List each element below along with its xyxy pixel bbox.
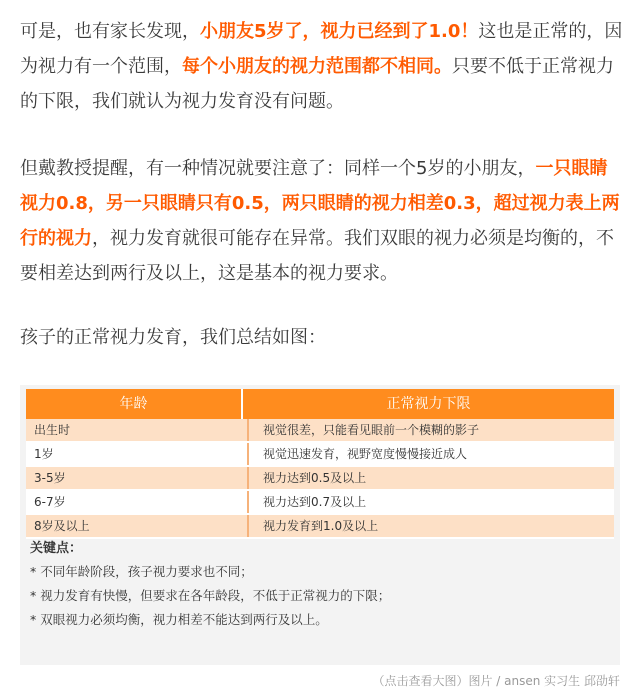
paragraph-2 [20, 151, 624, 291]
row-limit: 视觉迅速发育，视野宽度慢慢接近成人 [263, 447, 468, 461]
key-points [30, 538, 390, 632]
row-limit: 视力发育到1.0及以上 [263, 519, 379, 533]
vision-table [26, 389, 614, 539]
table-row [26, 419, 614, 443]
paragraph-3: 孩子的正常视力发育，我们总结如图： [20, 327, 326, 348]
p2-highlight: 一只眼睛视力0.8，另一只眼睛只有0.5，两只眼睛的视力相差0.3，超过视力表上两行的视力 [20, 158, 620, 249]
table-row [26, 467, 614, 491]
table-row [26, 491, 614, 515]
p1-text-a: 可是，也有家长发现， [20, 21, 200, 42]
table-row [26, 515, 614, 539]
p1-text-c: 这也是正常的，因为视力有一个范围， [20, 21, 623, 77]
row-limit: 视力达到0.5及以上 [263, 471, 367, 485]
key-point-item: * 视力发育有快慢，但要求在各年龄段，不低于正常视力的下限； [30, 588, 391, 603]
key-points-title: 关键点： [30, 541, 83, 556]
image-caption[interactable]: （点击查看大图）图片 / ansen 实习生 邱劭轩 [372, 674, 620, 688]
p2-text-a: 但戴教授提醒，有一种情况就要注意了：同样一个5岁的小朋友， [20, 158, 536, 179]
row-age: 3-5岁 [26, 467, 249, 489]
p2-text-c: ，视力发育就很可能存在异常。我们双眼的视力必须是均衡的，不要相差达到两行及以上，这是基本的视力要求。 [20, 228, 614, 284]
table-row [26, 443, 614, 467]
paragraph-1 [20, 14, 624, 119]
header-age: 年龄 [26, 389, 243, 419]
row-age: 1岁 [26, 443, 249, 465]
row-limit: 视觉很差，只能看见眼前一个模糊的影子 [263, 423, 480, 437]
row-age: 6-7岁 [26, 491, 249, 513]
p1-text-e: 只要不低于正常视力的下限，我们就认为视力发育没有问题。 [20, 56, 614, 112]
header-limit: 正常视力下限 [386, 396, 471, 412]
row-limit: 视力达到0.7及以上 [263, 495, 367, 509]
p1-highlight-1: 小朋友5岁了，视力已经到了1.0！ [200, 21, 479, 42]
table-header [26, 389, 614, 419]
row-age: 8岁及以上 [26, 515, 249, 537]
key-point-item: * 不同年龄阶段，孩子视力要求也不同； [30, 564, 253, 579]
key-point-item: * 双眼视力必须均衡，视力相差不能达到两行及以上。 [30, 612, 328, 627]
vision-chart-figure[interactable] [20, 385, 620, 665]
p1-highlight-2: 每个小朋友的视力范围都不相同。 [182, 56, 452, 77]
row-age: 出生时 [26, 419, 249, 441]
